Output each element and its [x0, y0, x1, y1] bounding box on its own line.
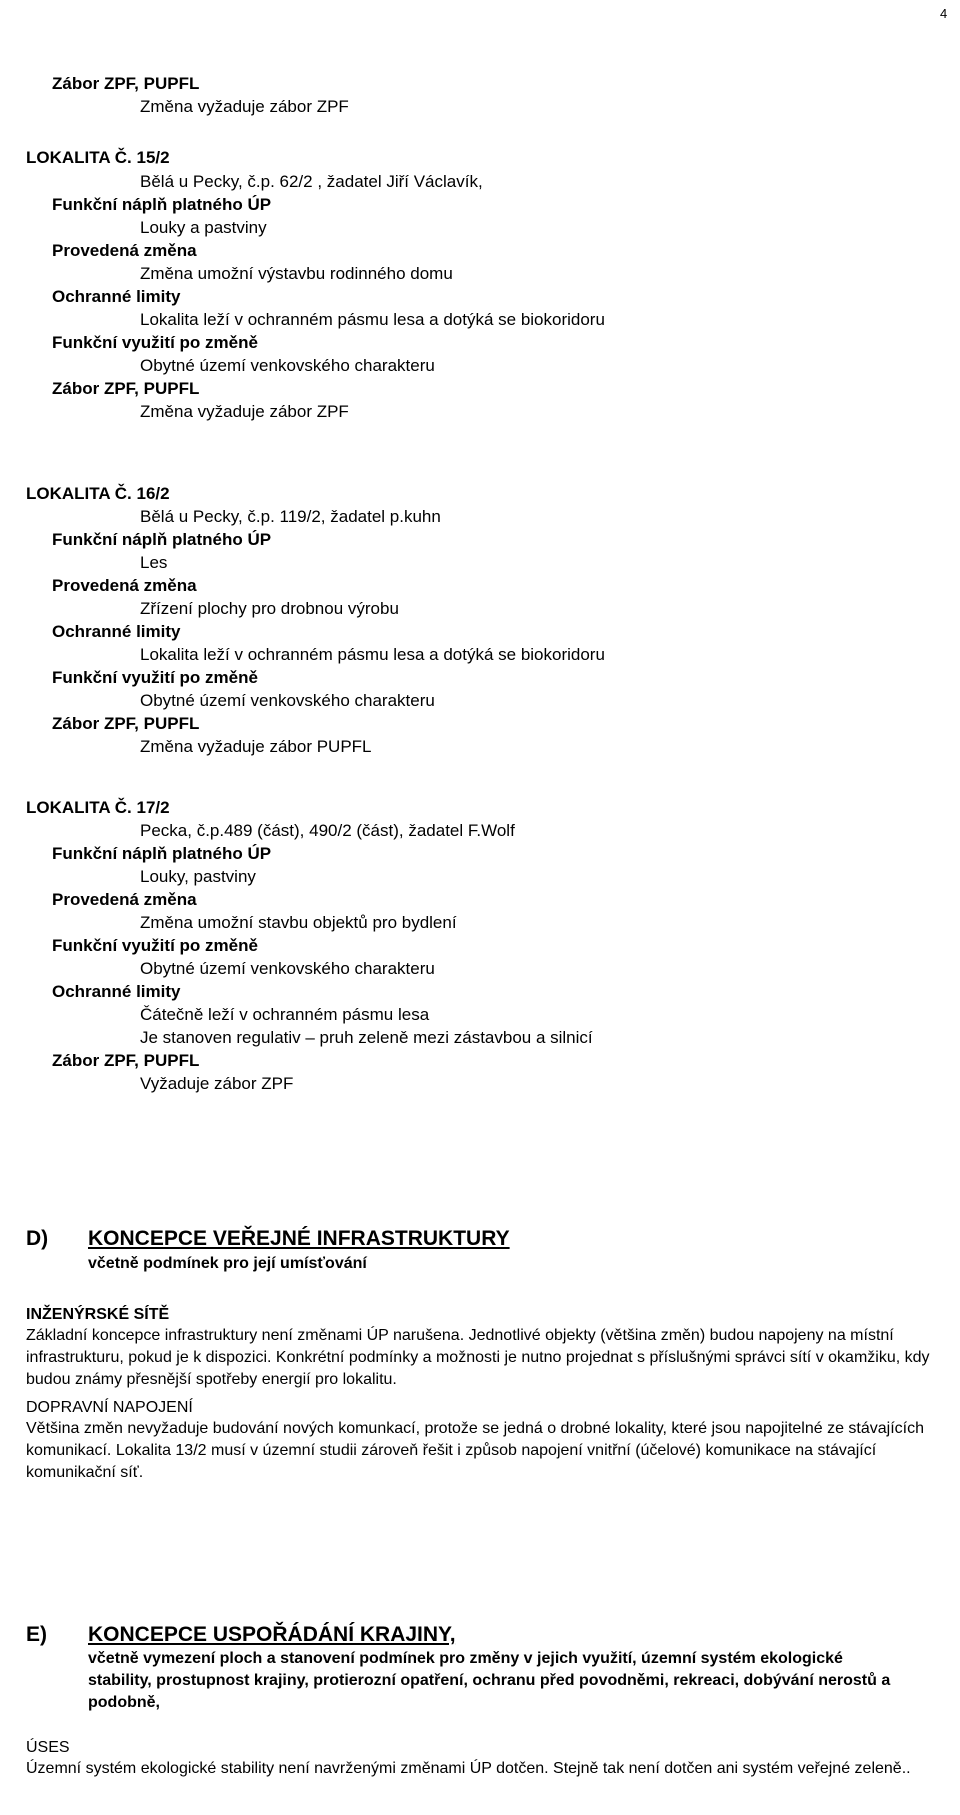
l17-text-5: Vyžaduje zábor ZPF — [140, 1074, 294, 1093]
l17-text-1: Louky, pastviny — [140, 867, 256, 886]
l15-title: LOKALITA Č. 15/2 — [26, 148, 170, 167]
section-d-title: KONCEPCE VEŘEJNÉ INFRASTRUKTURY — [88, 1227, 510, 1250]
l16-text-4: Obytné území venkovského charakteru — [140, 691, 435, 710]
section-d-sub2-text: Většina změn nevyžaduje budování nových komunkací, protože se jedná o drobné lokality, které jsou napojitelné ze stávajících komunikací. Lokalita 13/2 musí v územní studii zároveň řešit i způsob napojení vnitřní (účelové) komunikace na stávající komunikační síť. — [26, 1420, 925, 1481]
l17-label-5: Zábor ZPF, PUPFL — [52, 1051, 200, 1070]
l16-text-3: Lokalita leží v ochranném pásmu lesa a dotýká se biokoridoru — [140, 645, 605, 664]
section-e-title: KONCEPCE USPOŘÁDÁNÍ KRAJINY, — [88, 1623, 456, 1646]
l16-text-1: Les — [140, 553, 168, 572]
l16-title: LOKALITA Č. 16/2 — [26, 484, 170, 503]
l17-label-2: Provedená změna — [52, 890, 197, 909]
l15-label-3: Ochranné limity — [52, 287, 181, 306]
l17-text-4b: Je stanoven regulativ – pruh zeleně mezi zástavbou a silnicí — [140, 1028, 593, 1047]
l16-text-2: Zřízení plochy pro drobnou výrobu — [140, 599, 399, 618]
l15-text-3: Lokalita leží v ochranném pásmu lesa a dotýká se biokoridoru — [140, 310, 605, 329]
l14-zabor-label: Zábor ZPF, PUPFL — [52, 74, 200, 93]
l15-text-2: Změna umožní výstavbu rodinného domu — [140, 264, 453, 283]
section-d-sub2-title: DOPRAVNÍ NAPOJENÍ — [26, 1399, 193, 1416]
section-d-letter: D) — [26, 1227, 49, 1250]
section-d-sub1-text: Základní koncepce infrastruktury není změnami ÚP narušena. Jednotlivé objekty (většina změn) budou napojeny na místní infrastrukturu, pokud je k dispozici. Konkrétní podmínky a možnosti je nutno projednat s příslušnými správci sítí v okamžiku, kdy budou známy přesnější spotřeby energií pro lokalitu. — [26, 1327, 930, 1388]
l16-parcel: Bělá u Pecky, č.p. 119/2, žadatel p.kuhn — [140, 507, 441, 526]
l15-text-1: Louky a pastviny — [140, 218, 267, 237]
section-d-sub1-title: INŽENÝRSKÉ SÍTĚ — [26, 1306, 170, 1323]
l15-label-5: Zábor ZPF, PUPFL — [52, 379, 200, 398]
l15-label-2: Provedená změna — [52, 241, 197, 260]
l14-zabor-text: Změna vyžaduje zábor ZPF — [140, 97, 349, 116]
l15-label-4: Funkční využití po změně — [52, 333, 258, 352]
l17-text-3: Obytné území venkovského charakteru — [140, 959, 435, 978]
l17-text-2: Změna umožní stavbu objektů pro bydlení — [140, 913, 457, 932]
l16-text-5: Změna vyžaduje zábor PUPFL — [140, 737, 372, 756]
page-number: 4 — [940, 6, 948, 21]
l16-label-3: Ochranné limity — [52, 622, 181, 641]
l16-label-2: Provedená změna — [52, 576, 197, 595]
l16-label-4: Funkční využití po změně — [52, 668, 258, 687]
l17-parcel: Pecka, č.p.489 (část), 490/2 (část), žadatel F.Wolf — [140, 821, 515, 840]
section-e-letter: E) — [26, 1623, 47, 1646]
section-d-subtitle: včetně podmínek pro její umísťování — [88, 1255, 367, 1272]
section-e-sub1-title: ÚSES — [26, 1739, 70, 1756]
l17-text-4a: Čátečně leží v ochranném pásmu lesa — [140, 1005, 430, 1024]
l15-text-5: Změna vyžaduje zábor ZPF — [140, 402, 349, 421]
l17-title: LOKALITA Č. 17/2 — [26, 798, 170, 817]
l17-label-4: Ochranné limity — [52, 982, 181, 1001]
l16-label-5: Zábor ZPF, PUPFL — [52, 714, 200, 733]
section-e-sub1-text: Územní systém ekologické stability není navrženými změnami ÚP dotčen. Stejně tak není dotčen ani systém veřejné zeleně.. — [26, 1760, 911, 1777]
section-e-subtitle: včetně vymezení ploch a stanovení podmínek pro změny v jejich využití, územní systém ekologické stability, prostupnost krajiny, protierozní opatření, ochranu před povodněmi, rekreaci, dobývání nerostů a podobně, — [88, 1650, 891, 1711]
l17-label-3: Funkční využití po změně — [52, 936, 258, 955]
l16-label-1: Funkční náplň platného ÚP — [52, 530, 272, 549]
l15-label-1: Funkční náplň platného ÚP — [52, 195, 272, 214]
l15-parcel: Bělá u Pecky, č.p. 62/2 , žadatel Jiří Václavík, — [140, 172, 483, 191]
l15-text-4: Obytné území venkovského charakteru — [140, 356, 435, 375]
l17-label-1: Funkční náplň platného ÚP — [52, 844, 272, 863]
